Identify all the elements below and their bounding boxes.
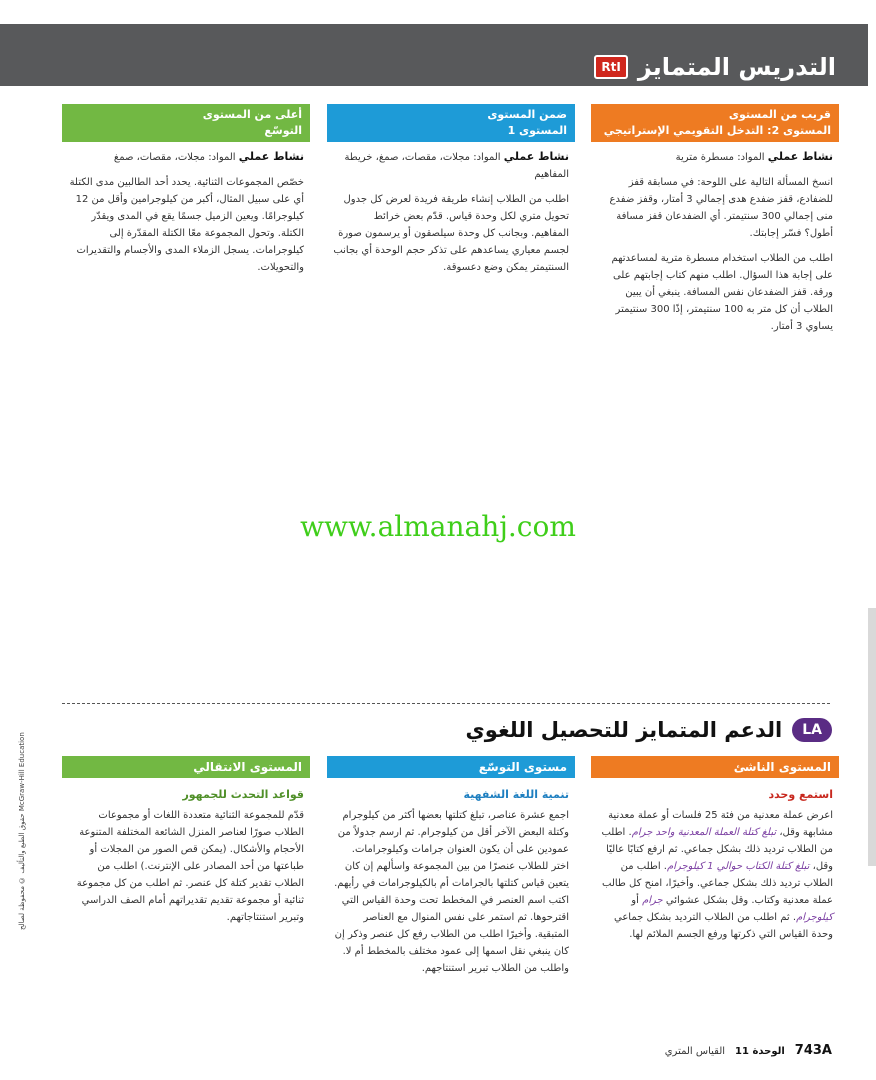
page-edge-tab [868,608,876,866]
text-run: . اطلب من الطلاب ترديد ذلك بشكل جماعي. وأخيرًا، امنح كل طالب عملة معدنية وكتاب. وقل بشكل عشوائي [602,861,833,906]
page-title: التدريس المتمايز [637,53,836,81]
materials: المواد: مجلات، مقصات، صمغ، خريطة المفاهيم [344,152,569,180]
column-header [327,104,575,142]
activity-label: نشاط عملي [503,150,569,163]
rti-column-on-level [327,104,575,284]
column-header [591,104,839,142]
la-section-title: الدعم المتمايز للتحصيل اللغوي [465,718,783,742]
rti-badge-icon: RtI [594,55,627,79]
paragraph: اطلب من الطلاب إنشاء طريقة فريدة لعرض كل جدول تحويل متري لكل وحدة قياس. قدّم بعض خرائط المفاهيم. وبجانب كل وحدة سيلصقون أو يرسمون صورة لجسم معياري يساعدهم على تذكر حجم الوحدة أي بجانب السنتيمتر يمكن وضع دعسوقة. [333,194,569,273]
activity-label: نشاط عملي [238,150,304,163]
paragraph: اجمع عشرة عناصر، تبلغ كتلتها بعضها أكثر من كيلوجرام وكتلة البعض الآخر أقل من كيلوجرام. ثم ارسم جدولاً من عمودين على أن يكون العنوان جرامات وكيلوجرامات. اختر للطلاب عنصرًا من بين المجموعة واسألهم إن كان يتعين قياس كتلتها بالجرامات أم بالكيلوجرامات في رأيهم. اكتب اسم العنصر في المخطط تحت وحدة القياس التي اقترحوها. ثم استمر على نفس المنوال مع العناصر المتبقية. وأخيرًا اطلب من الطلاب رفع كل عنصر وذكر إن كان ينبغي نقل اسمها إلى عمود مختلف بالمخطط أم لا. واطلب من الطلاب تبرير استنتاجهم. [334,810,569,974]
column-header-subtitle: المستوى 1 [507,124,567,137]
rti-column-beyond-level [62,104,310,284]
column-header-title: مستوى التوسّع [327,756,575,778]
materials: المواد: مجلات، مقصات، صمغ [113,152,236,163]
la-column-emerging [591,756,839,951]
copyright-credit: حقوق الطبع والتأليف © محفوظة لصالح McGraw-Hill Education [18,732,26,930]
column-body [327,142,575,276]
column-body [591,142,839,335]
column-header-title: المستوى الانتقالي [62,756,310,778]
rti-column-approaching [591,104,839,343]
la-column-expanding [327,756,575,985]
column-header-title: قريب من المستوى [728,108,831,121]
text-run: اعرض عملة معدنية من فئة 25 فلسات أو عملة معدنية مشابهة وقل، [608,810,833,838]
la-section-heading [466,718,832,742]
paragraph [597,807,833,943]
section-divider [62,703,830,704]
text-run: . ثم اطلب من الطلاب الترديد بشكل جماعي وحدة القياس التي ذكرتها ورفع الجسم الملائم لها. [613,912,833,940]
paragraph: اطلب من الطلاب استخدام مسطرة مترية لمساعدتهم على إجابة هذا السؤال. اطلب منهم كتاب إجابتهم على ورقة. قفز الضفدعان نفس المسافة. ينبغي أن يبين الطلاب أن كل متر به 100 سنتيمتر، إذًا 300 سنتيمتر يساوي 3 أمتار. [611,253,833,332]
column-subhead: قواعد التحدث للجمهور [182,788,304,801]
column-subhead: تنمية اللغة الشفهية [463,788,569,801]
column-body [591,805,839,943]
column-header-subtitle: التوسّع [264,124,302,137]
column-header-title: أعلى من المستوى [202,108,302,121]
la-column-bridging [62,756,310,934]
column-header-subtitle: المستوى 2: التدخل التقويمي الإستراتيجي [603,124,831,137]
paragraph: انسخ المسألة التالية على اللوحة: في مسابقة قفز للضفادع، قفز ضفدع هدى إجمالي 3 أمتار، وقفز ضفدع منى إجمالي 300 سنتيمتر. أي الضفدعان قفز مسافة أطول؟ فسّر إجابتك. [609,177,833,239]
materials: المواد: مسطرة مترية [675,152,765,163]
highlighted-phrase: تبلغ كتلة الكتاب حوالي 1 كيلوجرام [666,861,810,872]
column-header [62,104,310,142]
highlighted-phrase: جرام [642,895,663,906]
column-body [327,805,575,977]
text-run: . اطلب من الطلاب ترديد ذلك بشكل جماعي. ثم ارفع كتابًا عاليًا وقل، [601,827,833,872]
footer-unit-title: القياس المتري [664,1046,726,1057]
column-header-title: ضمن المستوى [487,108,567,121]
text-run: أو [631,895,643,906]
column-subhead: استمع وحدد [768,788,833,801]
footer-unit: الوحدة 11 [735,1046,785,1057]
page-footer [665,1043,832,1058]
highlighted-phrase: كيلوجرام [796,912,833,923]
column-body [62,805,310,926]
column-header-title: المستوى الناشئ [591,756,839,778]
paragraph: خصّص المجموعات الثنائية. يحدد أحد الطالبين مدى الكتلة أي على سبيل المثال، أكبر من كيلوجرامين وأقل من 12 كيلوجرامًا. ويعين الزميل جسمًا يقع في المدى ويقدّر الكتلة. وتحول المجموعة معًا الكتلة المقدّرة إلى كيلوجرامات. يسجل الزملاء المدى والأجسام والتقديرات والتحويلات. [69,177,304,273]
watermark: www.almanahj.com [300,510,576,543]
header-title-group [594,52,836,82]
activity-label: نشاط عملي [767,150,833,163]
la-badge-icon: LA [792,718,832,742]
paragraph: قدّم للمجموعة الثنائية متعددة اللغات أو مجموعات الطلاب صورًا لعناصر المنزل الشائعة المختلفة المتنوعة الأحجام والأشكال. (يمكن قص الصور من المجلات أو طباعتها من أحد المصادر على الإنترنت.) اطلب من الطلاب تقدير كتلة كل عنصر. ثم اطلب من كل مجموعة ثنائية أو مجموعة تقديم تقديراتهم أمام الصف الدراسي وتبرير استنتاجاتهم. [76,810,304,923]
highlighted-phrase: تبلغ كتلة العملة المعدنية واحد جرام [631,827,777,838]
page-number: 743A [794,1043,832,1058]
column-body [62,142,310,276]
